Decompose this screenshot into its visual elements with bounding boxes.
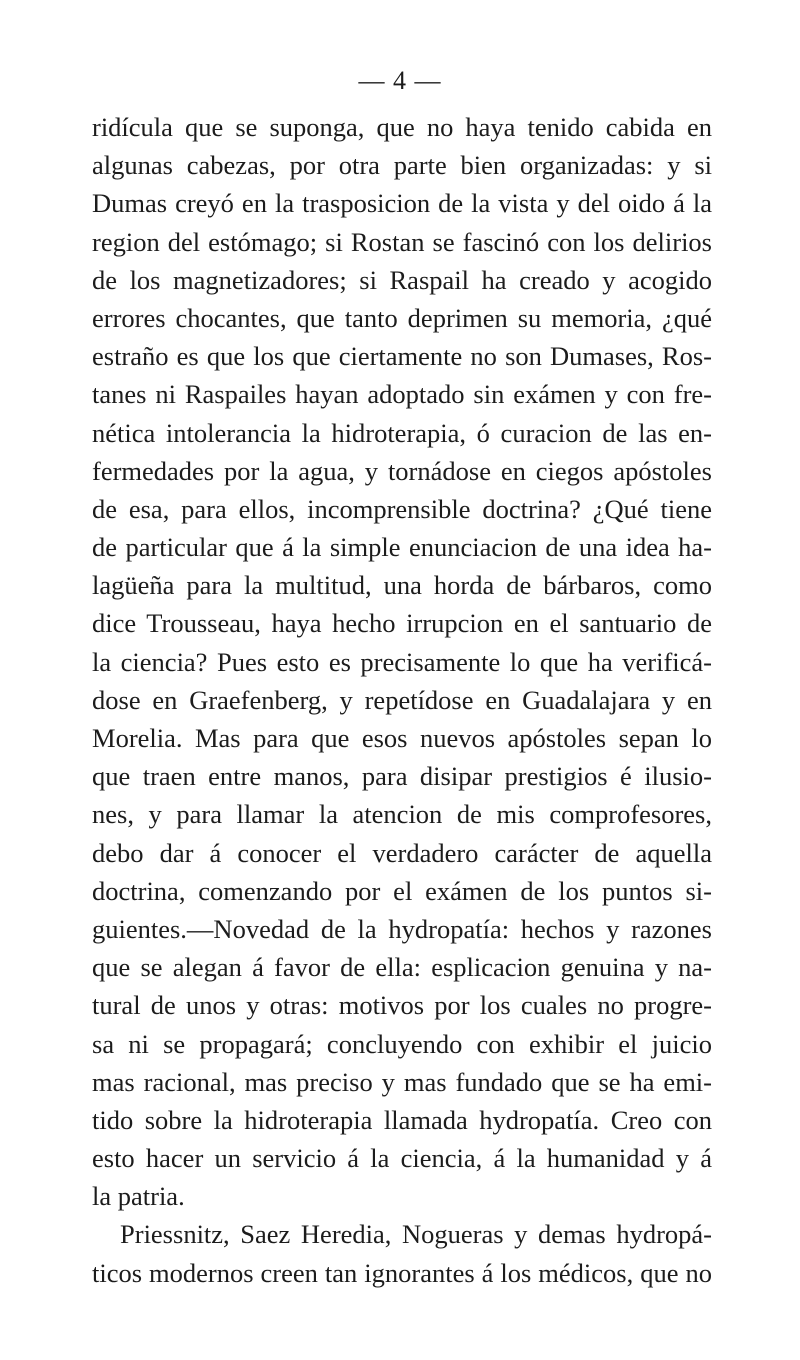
text-line: sa ni se propagará; concluyendo con exhibir el juicio: [92, 1028, 712, 1059]
text-line: dice Trousseau, haya hecho irrupcion en el santuario de: [92, 608, 712, 639]
text-line: de los magnetizadores; si Raspail ha creado y acogido: [92, 264, 712, 295]
text-line: debo dar á conocer el verdadero carácter de aquella: [92, 837, 712, 868]
text-line: mas racional, mas preciso y mas fundado que se ha emi-: [92, 1066, 712, 1097]
text-line: esto hacer un servicio á la ciencia, á la humanidad y á: [92, 1143, 712, 1174]
text-line: fermedades por la agua, y tornádose en ciegos apóstoles: [92, 455, 712, 486]
text-line: algunas cabezas, por otra parte bien organizadas: y si: [92, 150, 712, 181]
paragraph-end-line: la patria.: [92, 1181, 185, 1212]
text-line: de particular que á la simple enunciacion de una idea ha-: [92, 532, 712, 563]
text-line: que traen entre manos, para disipar prestigios é ilusio-: [92, 761, 712, 792]
text-line: Dumas creyó en la trasposicion de la vista y del oido á la: [92, 188, 712, 219]
text-line: doctrina, comenzando por el exámen de los puntos si-: [92, 875, 712, 906]
text-line: region del estómago; si Rostan se fascinó con los delirios: [92, 226, 712, 257]
text-line: errores chocantes, que tanto deprimen su memoria, ¿qué: [92, 302, 712, 333]
text-line: que se alegan á favor de ella: esplicacion genuina y na-: [92, 952, 712, 983]
text-line: nética intolerancia la hidroterapia, ó curacion de las en-: [92, 417, 712, 448]
text-line: estraño es que los que ciertamente no son Dumases, Ros-: [92, 341, 712, 372]
text-line: la ciencia? Pues esto es precisamente lo que ha verificá-: [92, 646, 712, 677]
text-line: tanes ni Raspailes hayan adoptado sin exámen y con fre-: [92, 379, 712, 410]
paragraph-start-line: Priessnitz, Saez Heredia, Nogueras y demas hydropá-: [120, 1219, 712, 1250]
text-line: nes, y para llamar la atencion de mis comprofesores,: [92, 799, 712, 830]
text-line: ridícula que se suponga, que no haya tenido cabida en: [92, 112, 712, 142]
text-line: tido sobre la hidroterapia llamada hydropatía. Creo con: [92, 1104, 712, 1135]
text-line: guientes.—Novedad de la hydropatía: hechos y razones: [92, 913, 712, 944]
text-line: tural de unos y otras: motivos por los cuales no progre-: [92, 990, 712, 1021]
page-number: — 4 —: [358, 66, 442, 95]
text-line: dose en Graefenberg, y repetídose en Guadalajara y en: [92, 684, 712, 715]
text-line: ticos modernos creen tan ignorantes á los médicos, que no: [92, 1257, 712, 1288]
text-line: Morelia. Mas para que esos nuevos apóstoles sepan lo: [92, 723, 712, 753]
text-line: de esa, para ellos, incomprensible doctrina? ¿Qué tiene: [92, 493, 712, 524]
text-line: lagüeña para la multitud, una horda de bárbaros, como: [92, 570, 712, 601]
body-text: [92, 108, 712, 1292]
